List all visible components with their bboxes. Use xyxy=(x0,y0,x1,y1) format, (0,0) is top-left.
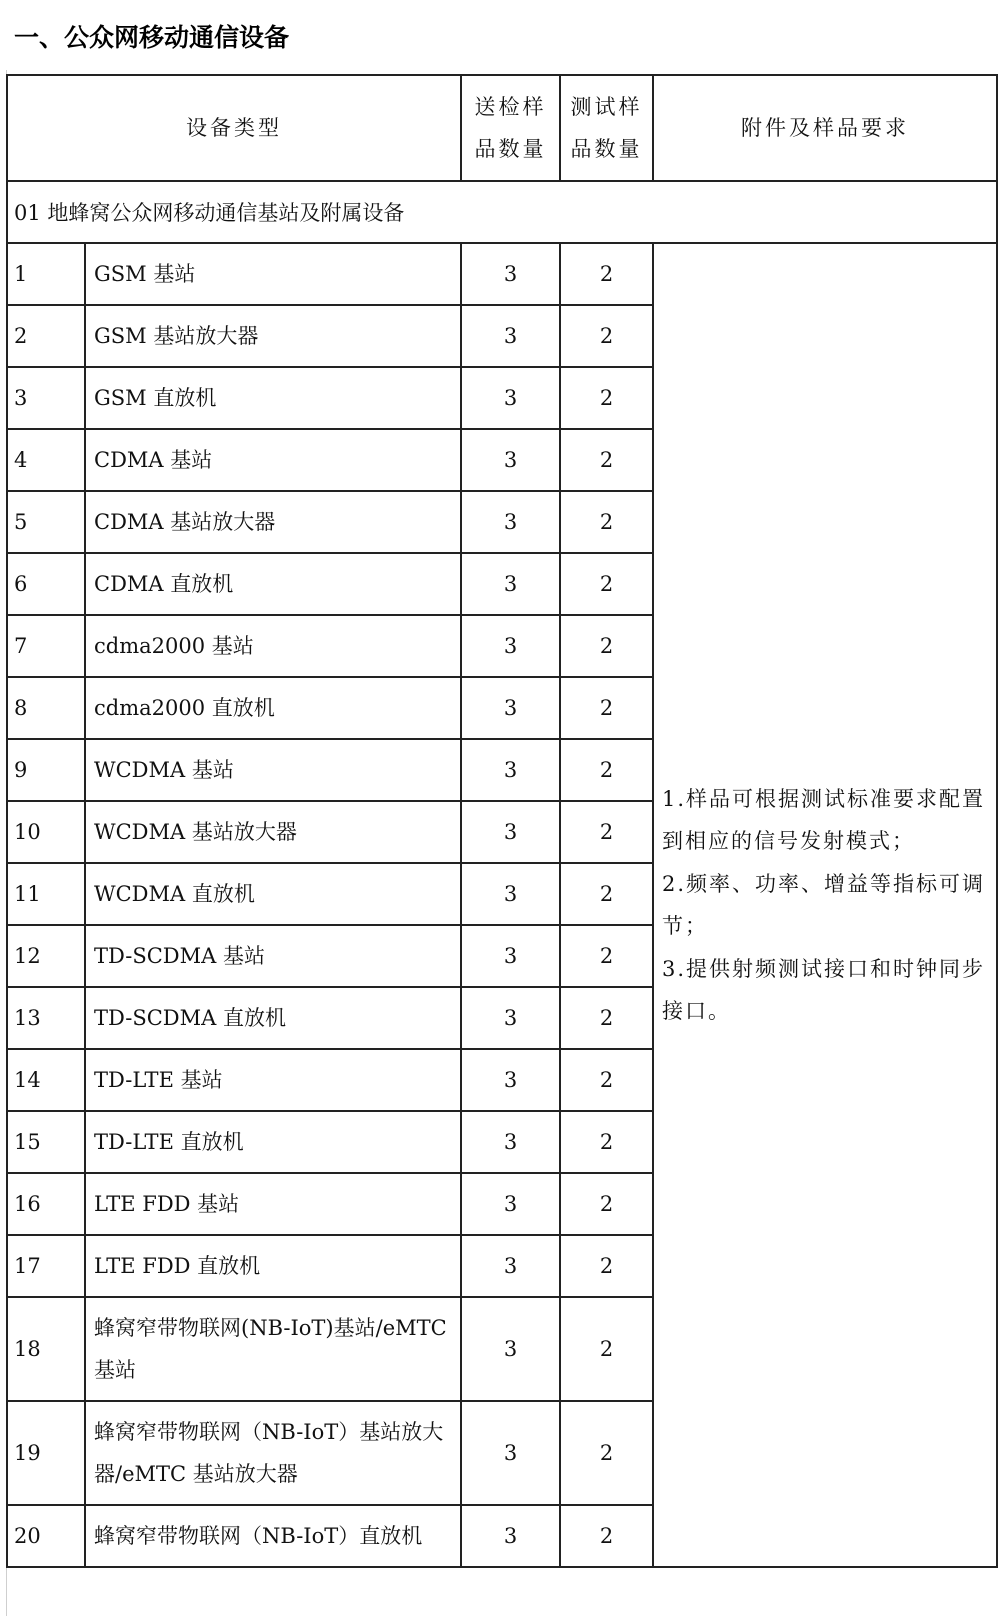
row-number: 13 xyxy=(7,987,85,1049)
sent-quantity: 3 xyxy=(461,1173,560,1235)
test-quantity: 2 xyxy=(560,1049,653,1111)
test-quantity: 2 xyxy=(560,739,653,801)
device-name: cdma2000 基站 xyxy=(85,615,461,677)
sent-quantity: 3 xyxy=(461,305,560,367)
device-name: TD-LTE 基站 xyxy=(85,1049,461,1111)
device-name: TD-SCDMA 基站 xyxy=(85,925,461,987)
device-name: TD-SCDMA 直放机 xyxy=(85,987,461,1049)
test-quantity: 2 xyxy=(560,1297,653,1401)
row-number: 10 xyxy=(7,801,85,863)
header-device-type: 设备类型 xyxy=(7,75,461,181)
header-test-quantity-line1: 测试样 xyxy=(570,95,643,119)
sent-quantity: 3 xyxy=(461,987,560,1049)
row-number: 4 xyxy=(7,429,85,491)
test-quantity: 2 xyxy=(560,553,653,615)
test-quantity: 2 xyxy=(560,1111,653,1173)
test-quantity: 2 xyxy=(560,491,653,553)
sent-quantity: 3 xyxy=(461,243,560,305)
test-quantity: 2 xyxy=(560,1401,653,1505)
sent-quantity: 3 xyxy=(461,367,560,429)
row-number: 5 xyxy=(7,491,85,553)
sent-quantity: 3 xyxy=(461,1235,560,1297)
row-number: 7 xyxy=(7,615,85,677)
sent-quantity: 3 xyxy=(461,615,560,677)
test-quantity: 2 xyxy=(560,243,653,305)
sent-quantity: 3 xyxy=(461,1505,560,1567)
test-quantity: 2 xyxy=(560,305,653,367)
sent-quantity: 3 xyxy=(461,553,560,615)
sent-quantity: 3 xyxy=(461,739,560,801)
row-number: 14 xyxy=(7,1049,85,1111)
row-number: 6 xyxy=(7,553,85,615)
table-header-row xyxy=(7,75,997,181)
sent-quantity: 3 xyxy=(461,863,560,925)
table-row xyxy=(7,243,997,305)
device-name: LTE FDD 基站 xyxy=(85,1173,461,1235)
row-number: 11 xyxy=(7,863,85,925)
row-number: 15 xyxy=(7,1111,85,1173)
requirement-note: 1.样品可根据测试标准要求配置到相应的信号发射模式； xyxy=(662,786,986,853)
header-sent-quantity xyxy=(461,75,560,181)
device-name: 蜂窝窄带物联网（NB-IoT）基站放大器/eMTC 基站放大器 xyxy=(85,1401,461,1505)
equipment-table xyxy=(6,74,998,1568)
test-quantity: 2 xyxy=(560,1505,653,1567)
device-name: GSM 基站 xyxy=(85,243,461,305)
row-number: 17 xyxy=(7,1235,85,1297)
device-name: WCDMA 基站放大器 xyxy=(85,801,461,863)
device-name: CDMA 基站 xyxy=(85,429,461,491)
device-name: GSM 基站放大器 xyxy=(85,305,461,367)
header-requirements: 附件及样品要求 xyxy=(653,75,997,181)
device-name: WCDMA 直放机 xyxy=(85,863,461,925)
sent-quantity: 3 xyxy=(461,1297,560,1401)
sent-quantity: 3 xyxy=(461,491,560,553)
row-number: 19 xyxy=(7,1401,85,1505)
row-number: 9 xyxy=(7,739,85,801)
category-row xyxy=(7,181,997,243)
sent-quantity: 3 xyxy=(461,429,560,491)
device-name: CDMA 直放机 xyxy=(85,553,461,615)
row-number: 3 xyxy=(7,367,85,429)
test-quantity: 2 xyxy=(560,863,653,925)
device-name: CDMA 基站放大器 xyxy=(85,491,461,553)
header-test-quantity xyxy=(560,75,653,181)
row-number: 12 xyxy=(7,925,85,987)
sent-quantity: 3 xyxy=(461,1111,560,1173)
test-quantity: 2 xyxy=(560,1235,653,1297)
row-number: 2 xyxy=(7,305,85,367)
row-number: 8 xyxy=(7,677,85,739)
sent-quantity: 3 xyxy=(461,925,560,987)
category-label: 01 地蜂窝公众网移动通信基站及附属设备 xyxy=(7,181,997,243)
device-name: 蜂窝窄带物联网（NB-IoT）直放机 xyxy=(85,1505,461,1567)
requirement-note: 3.提供射频测试接口和时钟同步接口。 xyxy=(662,956,986,1023)
device-name: GSM 直放机 xyxy=(85,367,461,429)
sent-quantity: 3 xyxy=(461,1049,560,1111)
test-quantity: 2 xyxy=(560,801,653,863)
test-quantity: 2 xyxy=(560,1173,653,1235)
header-test-quantity-line2: 品数量 xyxy=(570,137,643,161)
device-name: TD-LTE 直放机 xyxy=(85,1111,461,1173)
test-quantity: 2 xyxy=(560,987,653,1049)
sent-quantity: 3 xyxy=(461,801,560,863)
device-name: cdma2000 直放机 xyxy=(85,677,461,739)
page-title: 一、公众网移动通信设备 xyxy=(14,23,290,52)
row-number: 18 xyxy=(7,1297,85,1401)
device-name: LTE FDD 直放机 xyxy=(85,1235,461,1297)
row-number: 20 xyxy=(7,1505,85,1567)
test-quantity: 2 xyxy=(560,677,653,739)
test-quantity: 2 xyxy=(560,429,653,491)
requirement-note: 2.频率、功率、增益等指标可调节； xyxy=(662,871,986,938)
device-name: WCDMA 基站 xyxy=(85,739,461,801)
row-number: 16 xyxy=(7,1173,85,1235)
requirements-notes xyxy=(653,243,997,1567)
test-quantity: 2 xyxy=(560,615,653,677)
test-quantity: 2 xyxy=(560,367,653,429)
header-sent-quantity-line1: 送检样 xyxy=(474,95,547,119)
sent-quantity: 3 xyxy=(461,677,560,739)
row-number: 1 xyxy=(7,243,85,305)
sent-quantity: 3 xyxy=(461,1401,560,1505)
header-sent-quantity-line2: 品数量 xyxy=(474,137,547,161)
test-quantity: 2 xyxy=(560,925,653,987)
device-name: 蜂窝窄带物联网(NB-IoT)基站/eMTC基站 xyxy=(85,1297,461,1401)
